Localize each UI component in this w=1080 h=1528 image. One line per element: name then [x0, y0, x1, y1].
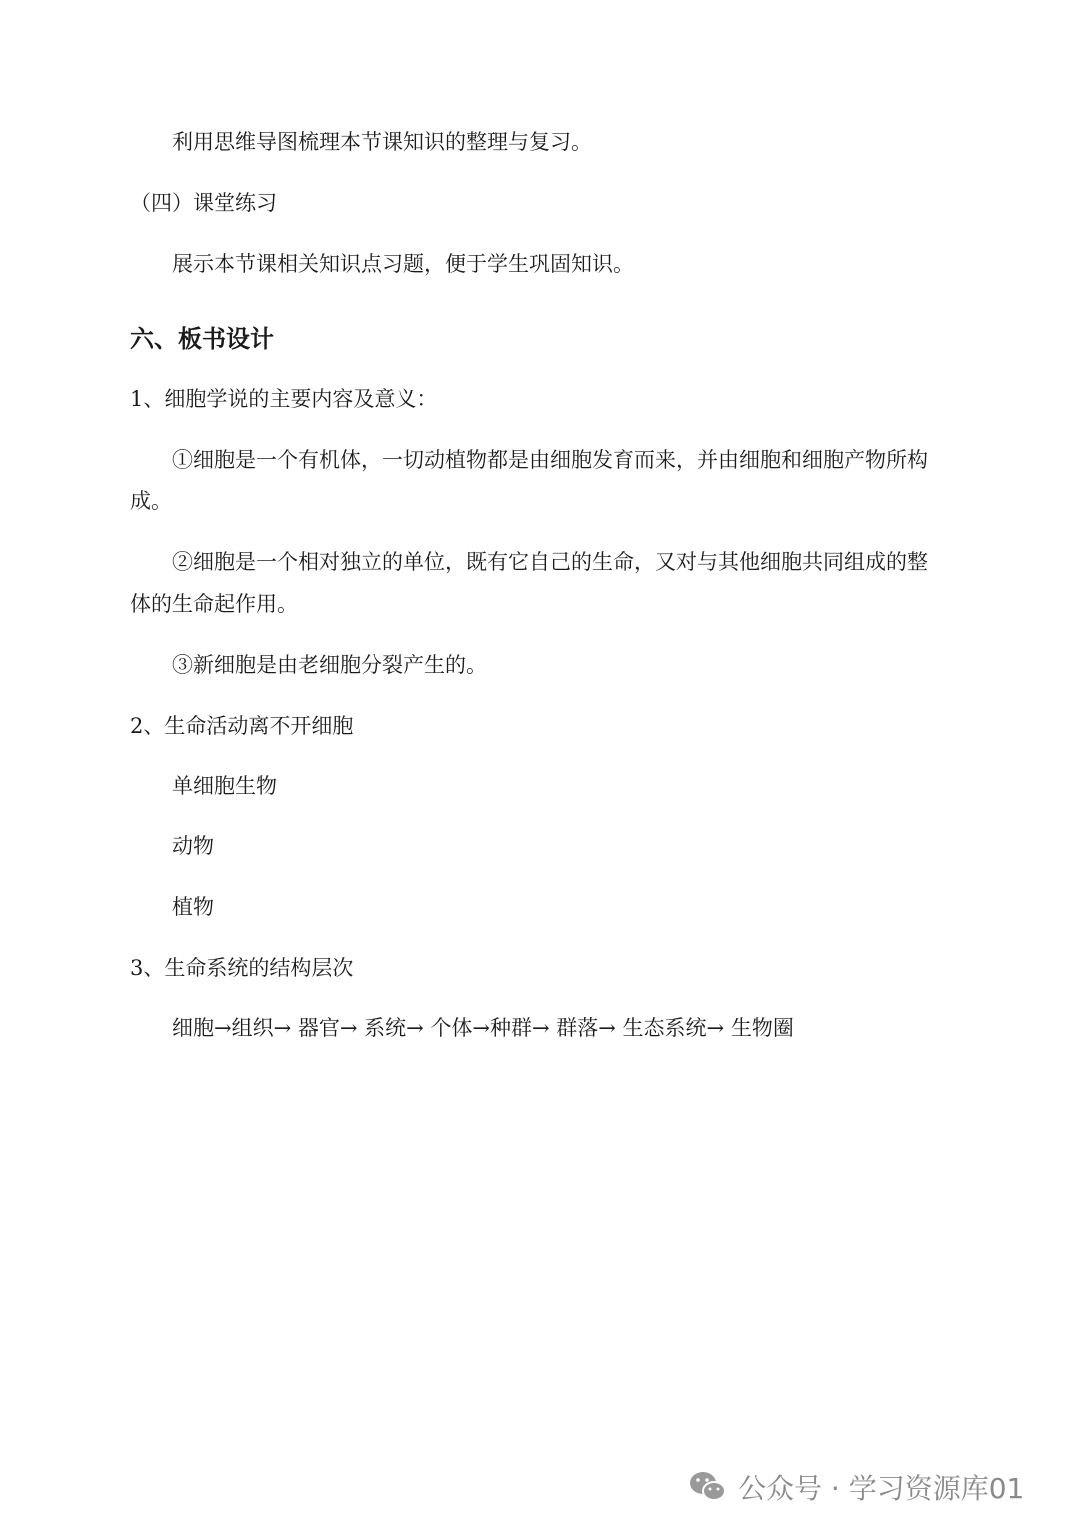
list-item-2: 2、生命活动离不开细胞 [130, 714, 354, 738]
section-heading: 六、板书设计 [130, 325, 274, 353]
list-item-1b-line1: ②细胞是一个相对独立的单位，既有它自己的生命，又对与其他细胞共同组成的整 [172, 550, 928, 574]
subheading-practice: （四）课堂练习 [130, 191, 277, 215]
list-item-3: 3、生命系统的结构层次 [130, 956, 354, 980]
paragraph-review: 利用思维导图梳理本节课知识的整理与复习。 [172, 130, 592, 154]
list-item-1b-line2: 体的生命起作用。 [130, 592, 298, 616]
watermark-text: 公众号 · 学习资源库01 [738, 1472, 1025, 1505]
list-item-3-chain: 细胞→组织→ 器官→ 系统→ 个体→种群→ 群落→ 生态系统→ 生物圈 [172, 1016, 794, 1040]
list-item-2b: 动物 [172, 834, 214, 858]
wechat-icon [688, 1469, 728, 1505]
list-item-1c: ③新细胞是由老细胞分裂产生的。 [172, 653, 487, 677]
watermark [688, 1467, 1024, 1507]
list-item-1a-line1: ①细胞是一个有机体，一切动植物都是由细胞发育而来，并由细胞和细胞产物所构 [172, 448, 928, 472]
list-item-2a: 单细胞生物 [172, 774, 277, 798]
list-item-1: 1、细胞学说的主要内容及意义： [130, 387, 438, 411]
list-item-1a-line2: 成。 [130, 489, 172, 513]
paragraph-practice: 展示本节课相关知识点习题，便于学生巩固知识。 [172, 252, 634, 276]
list-item-2c: 植物 [172, 895, 214, 919]
